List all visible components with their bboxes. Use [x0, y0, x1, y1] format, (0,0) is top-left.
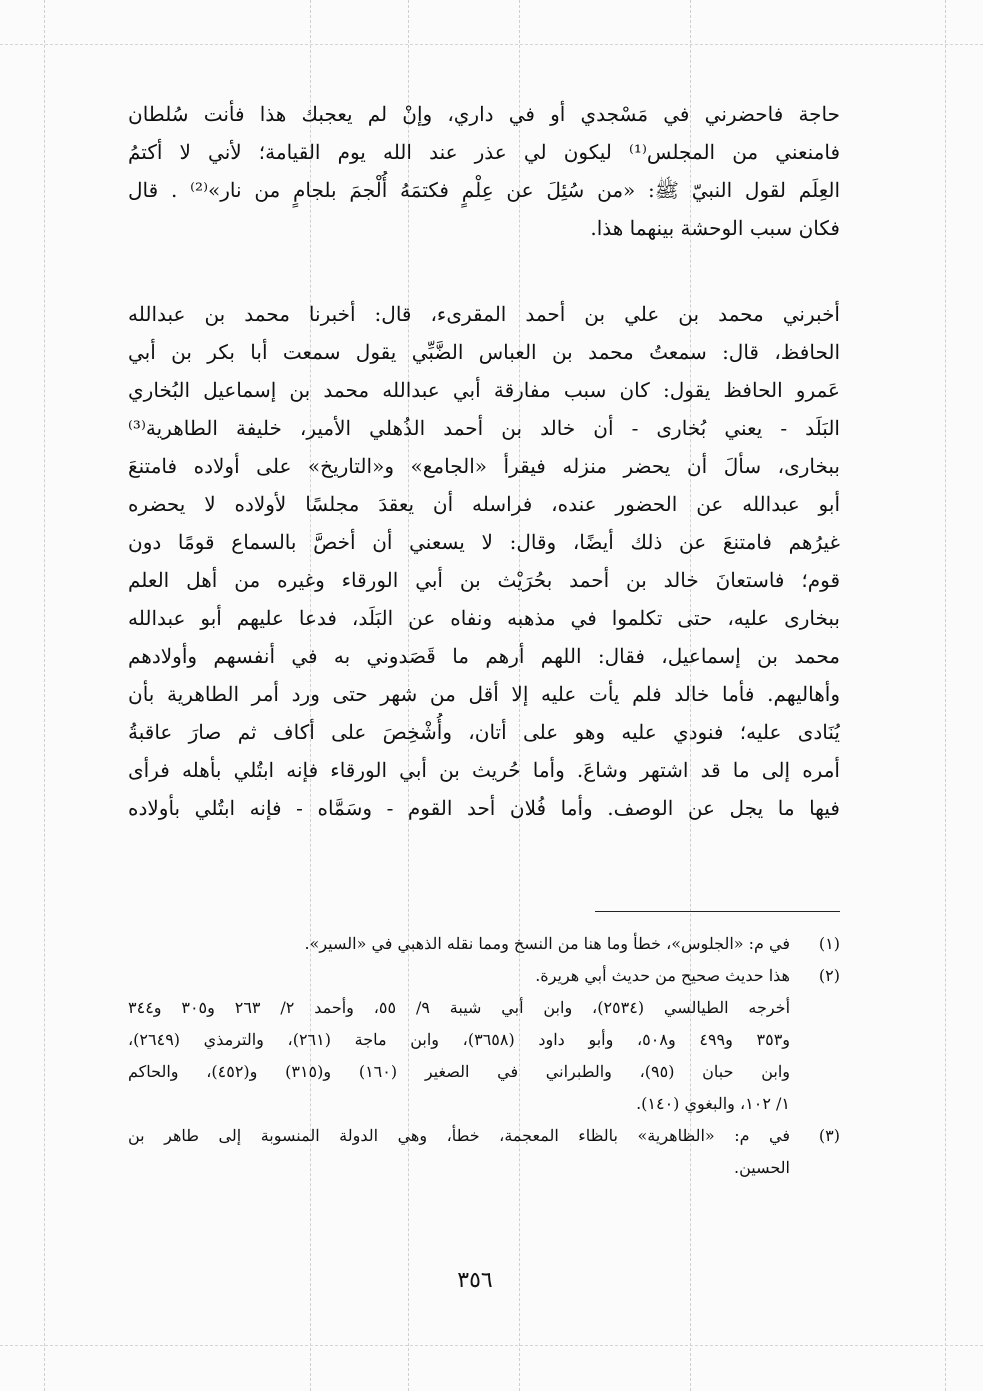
text-line: يُنَادى عليه؛ فنودي عليه وهو على أتان، وأُشْخِصَ على أكاف ثم صارَ عاقبةُ [128, 720, 840, 744]
footnote-line: أخرجه الطيالسي (٢٥٣٤)، وابن أبي شيبة ٩/ ٥٥، وأحمد ٢/ ٢٦٣ و٣٠٥ و٣٤٤ [128, 998, 790, 1017]
footnote-separator [595, 911, 840, 912]
footnote-line: وابن حبان (٩٥)، والطبراني في الصغير (١٦٠) و(٣١٥) و(٤٥٢)، والحاكم [128, 1062, 790, 1081]
guide-line-vertical [945, 0, 946, 1391]
text-line: أخبرني محمد بن علي بن أحمد المقرىء، قال: أخبرنا محمد بن عبدالله [128, 302, 840, 326]
footnote-line: هذا حديث صحيح من حديث أبي هريرة. [535, 966, 790, 985]
text-line: أبو عبدالله عن الحضور عنده، فراسله أن يعقدَ مجلسًا لأولاده لا يحضره [128, 492, 840, 516]
text-line: العِلَم لقول النبيّ ﷺ: «من سُئِلَ عن عِلْمٍ فكتمَهُ أُلْجمَ بلجامٍ من نار»⁽²⁾ . قال [128, 178, 840, 202]
footnote-number: (٢) [818, 966, 840, 985]
footnote-3 [128, 1120, 840, 1184]
text-line: عَمرو الحافظ يقول: كان سبب مفارقة أبي عبدالله محمد بن إسماعيل البُخاري [128, 378, 840, 402]
text-line: البَلَد - يعني بُخارى - أن خالد بن أحمد الذُهلي الأمير، خليفة الطاهرية⁽³⁾ [128, 416, 840, 440]
text-line: أمره إلى ما قد اشتهر وشاعَ. وأما حُريث بن أبي الورقاء فإنه ابتُلي بأهله فرأى [128, 758, 840, 782]
text-line: فامنعني من المجلس⁽¹⁾ ليكون لي عذر عند الله يوم القيامة؛ لأني لا أكتمُ [128, 140, 840, 164]
text-line: محمد بن إسماعيل، فقال: اللهم أرهم ما قَصَدوني به في أنفسهم وأولادهم [128, 644, 840, 668]
footnote-number: (٣) [818, 1126, 840, 1145]
text-line: ببخارى عليه، حتى تكلموا في مذهبه ونفاه عن البَلَد، فدعا عليهم أبو عبدالله [128, 606, 840, 630]
page-number: ٣٥٦ [457, 1268, 493, 1293]
paragraph-2 [128, 295, 840, 827]
text-line: غيرُهم فامتنعَ عن ذلك أيضًا، وقال: لا يسعني أن أخصَّ بالسماع قومًا دون [128, 530, 840, 554]
footnote-2 [128, 960, 840, 1120]
text-line: قوم؛ فاستعانَ خالد بن أحمد بحُرَيْث بن أبي الورقاء وغيره من أهل العلم [128, 568, 840, 592]
footnotes [128, 928, 840, 1184]
footnote-1 [128, 928, 840, 960]
text-line: فكان سبب الوحشة بينهما هذا. [590, 216, 840, 240]
footnote-line: في م: «الظاهرية» بالظاء المعجمة، خطأ، وهي الدولة المنسوبة إلى طاهر بن [128, 1126, 790, 1145]
guide-line-horizontal [0, 44, 983, 45]
footnote-line: و٣٥٣ و٤٩٩ و٥٠٨، وأبو داود (٣٦٥٨)، وابن ماجة (٢٦١)، والترمذي (٢٦٤٩)، [128, 1030, 790, 1049]
text-line: ببخارى، سألَ أن يحضر منزله فيقرأ «الجامع» و«التاريخ» على أولاده فامتنعَ [128, 454, 840, 478]
footnote-line: الحسين. [733, 1158, 790, 1177]
text-line: الحافظ، قال: سمعتُ محمد بن العباس الضَّبِّي يقول سمعت أبا بكر بن أبي [128, 340, 840, 364]
footnote-line: في م: «الجلوس»، خطأ وما هنا من النسخ ومما نقله الذهبي في «السير». [304, 934, 790, 953]
footnote-line: ١/ ١٠٢، والبغوي (١٤٠). [636, 1094, 790, 1113]
text-line: حاجة فاحضرني في مَسْجدي أو في داري، وإنْ لم يعجبك هذا فأنت سُلطان [128, 102, 840, 126]
text-line: وأهاليهم. فأما خالد فلم يأت عليه إلا أقل من شهر حتى ورد أمر الطاهرية بأن [128, 682, 840, 706]
footnote-number: (١) [818, 934, 840, 953]
guide-line-vertical [44, 0, 45, 1391]
guide-line-horizontal [0, 1345, 983, 1346]
text-line: فيها ما يجل عن الوصف. وأما فُلان أحد القوم - وسَمَّاه - فإنه ابتُلي بأولاده [128, 796, 840, 820]
paragraph-1 [128, 95, 840, 247]
